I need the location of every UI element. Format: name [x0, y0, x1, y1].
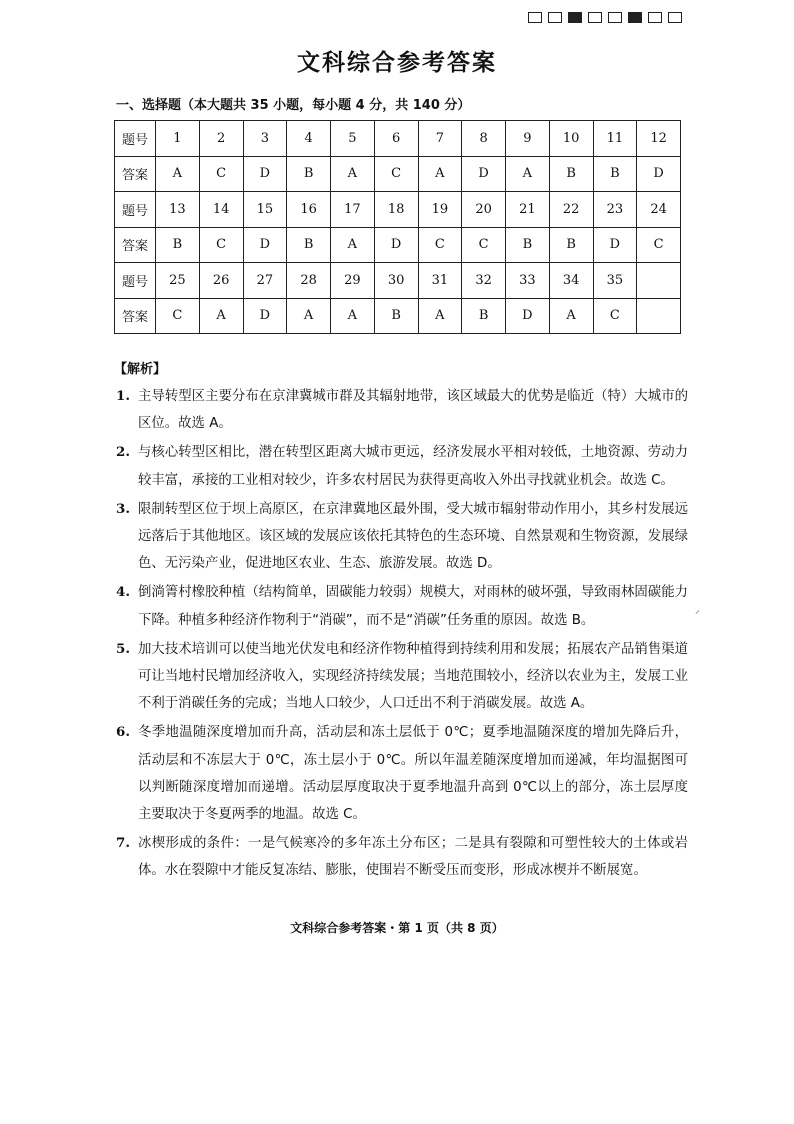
answer-cell: C: [418, 227, 462, 263]
question-number-cell: 29: [331, 263, 375, 299]
answer-cell: D: [462, 156, 506, 192]
page-corner-marks: [528, 12, 682, 23]
answer-cell: D: [243, 156, 287, 192]
margin-mark: ⸝: [695, 605, 700, 616]
analysis-item-number: 4.: [116, 584, 130, 601]
corner-mark-box: [528, 12, 542, 23]
corner-mark-box: [648, 12, 662, 23]
question-number-cell: 9: [506, 121, 550, 157]
question-number-cell: 12: [637, 121, 681, 157]
answer-cell: A: [331, 227, 375, 263]
answer-cell: A: [199, 298, 243, 334]
answer-cell: C: [462, 227, 506, 263]
corner-mark-box: [628, 12, 642, 23]
answer-cell: C: [156, 298, 200, 334]
question-number-cell: 34: [549, 263, 593, 299]
answer-cell: B: [287, 227, 331, 263]
question-number-cell: 35: [593, 263, 637, 299]
question-number-cell: 27: [243, 263, 287, 299]
analysis-item-number: 2.: [116, 444, 130, 461]
answer-cell: A: [331, 156, 375, 192]
row-label: 题号: [115, 121, 156, 157]
table-row: [115, 298, 681, 334]
question-number-cell: 11: [593, 121, 637, 157]
question-number-cell: 24: [637, 192, 681, 228]
question-number-cell: 15: [243, 192, 287, 228]
answer-cell: C: [637, 227, 681, 263]
question-number-cell: 16: [287, 192, 331, 228]
question-number-cell: 33: [506, 263, 550, 299]
answer-cell: D: [374, 227, 418, 263]
section-heading: 一、选择题（本大题共 35 小题，每小题 4 分，共 140 分）: [116, 98, 471, 113]
answer-cell: [637, 298, 681, 334]
answer-cell: D: [243, 298, 287, 334]
question-number-cell: 10: [549, 121, 593, 157]
answer-cell: B: [549, 227, 593, 263]
question-number-cell: 26: [199, 263, 243, 299]
answer-cell: A: [156, 156, 200, 192]
analysis-item: [116, 830, 688, 884]
table-row: [115, 227, 681, 263]
question-number-cell: 32: [462, 263, 506, 299]
answer-cell: B: [287, 156, 331, 192]
answer-cell: C: [199, 156, 243, 192]
row-label: 答案: [115, 227, 156, 263]
answer-cell: A: [418, 156, 462, 192]
table-row: [115, 121, 681, 157]
answer-cell: A: [506, 156, 550, 192]
table-row: [115, 263, 681, 299]
analysis-item-number: 7.: [116, 835, 130, 852]
analysis-item-number: 1.: [116, 388, 130, 404]
corner-mark-box: [608, 12, 622, 23]
corner-mark-box: [668, 12, 682, 23]
question-number-cell: 18: [374, 192, 418, 228]
answer-cell: A: [287, 298, 331, 334]
analysis-item-text: 限制转型区位于坝上高原区，在京津冀地区最外围，受大城市辐射带动作用小，其乡村发展远远落后于其他地区。该区域的发展应该依托其特色的生态环境、自然景观和生物资源，发展绿色、无污染产业，促进地区农业、生态、旅游发展。故选 D。: [138, 501, 688, 572]
answer-cell: B: [462, 298, 506, 334]
answer-table: [114, 120, 681, 334]
answer-cell: A: [418, 298, 462, 334]
question-number-cell: 7: [418, 121, 462, 157]
question-number-cell: 25: [156, 263, 200, 299]
analysis-item-text: 倒淌箐村橡胶种植（结构简单，固碳能力较弱）规模大，对雨林的破坏强，导致雨林固碳能力下降。种植多种经济作物利于“消碳”，而不是“消碳”任务重的原因。故选 B。: [138, 585, 688, 628]
answer-cell: B: [506, 227, 550, 263]
question-number-cell: [637, 263, 681, 299]
analysis-item-text: 冬季地温随深度增加而升高，活动层和冻土层低于 0℃；夏季地温随深度的增加先降后升，活动层和不冻层大于 0℃，冻土层小于 0℃。所以年温差随深度增加而递减，年均温据图可以判断随深度增加而递增。活动层厚度取决于夏季地温升高到 0℃以上的部分，冻土层厚度主要取决于冬夏两季的地温。故选 C。: [138, 725, 688, 823]
question-number-cell: 19: [418, 192, 462, 228]
row-label: 答案: [115, 156, 156, 192]
analysis-item-number: 3.: [116, 500, 130, 517]
question-number-cell: 23: [593, 192, 637, 228]
analysis-item: [116, 636, 688, 718]
question-number-cell: 2: [199, 121, 243, 157]
question-number-cell: 3: [243, 121, 287, 157]
question-number-cell: 31: [418, 263, 462, 299]
question-number-cell: 30: [374, 263, 418, 299]
analysis-item-number: 5.: [116, 640, 130, 657]
page-footer: 文科综合参考答案・第 1 页（共 8 页）: [290, 921, 504, 935]
table-row: [115, 156, 681, 192]
analysis-list: [116, 383, 688, 887]
answer-cell: B: [374, 298, 418, 334]
answer-cell: B: [549, 156, 593, 192]
answer-cell: A: [331, 298, 375, 334]
corner-mark-box: [548, 12, 562, 23]
question-number-cell: 22: [549, 192, 593, 228]
analysis-item: [116, 383, 688, 437]
corner-mark-box: [568, 12, 582, 23]
analysis-item-text: 冰楔形成的条件：一是气候寒冷的多年冻土分布区；二是具有裂隙和可塑性较大的土体或岩体。水在裂隙中才能反复冻结、膨胀，使围岩不断受压而变形，形成冰楔并不断展宽。: [138, 836, 688, 879]
question-number-cell: 17: [331, 192, 375, 228]
question-number-cell: 13: [156, 192, 200, 228]
row-label: 题号: [115, 263, 156, 299]
document-title: 文科综合参考答案: [297, 50, 497, 76]
answer-cell: D: [637, 156, 681, 192]
question-number-cell: 20: [462, 192, 506, 228]
question-number-cell: 6: [374, 121, 418, 157]
analysis-item: [116, 439, 688, 493]
answer-cell: D: [243, 227, 287, 263]
analysis-item-text: 主导转型区主要分布在京津冀城市群及其辐射地带，该区域最大的优势是临近（特）大城市的区位。故选 A。: [138, 389, 688, 432]
answer-cell: B: [593, 156, 637, 192]
answer-cell: B: [156, 227, 200, 263]
table-row: [115, 192, 681, 228]
analysis-item-number: 6.: [116, 724, 130, 741]
analysis-item-text: 与核心转型区相比，潜在转型区距离大城市更远，经济发展水平相对较低，土地资源、劳动力较丰富，承接的工业相对较少，许多农村居民为获得更高收入外出寻找就业机会。故选 C。: [138, 445, 688, 488]
answer-cell: C: [593, 298, 637, 334]
analysis-heading: 【解析】: [114, 362, 167, 377]
answer-cell: C: [199, 227, 243, 263]
answer-cell: D: [506, 298, 550, 334]
question-number-cell: 5: [331, 121, 375, 157]
row-label: 答案: [115, 298, 156, 334]
question-number-cell: 14: [199, 192, 243, 228]
question-number-cell: 4: [287, 121, 331, 157]
question-number-cell: 21: [506, 192, 550, 228]
analysis-item: [116, 496, 688, 578]
answer-cell: C: [374, 156, 418, 192]
question-number-cell: 8: [462, 121, 506, 157]
question-number-cell: 28: [287, 263, 331, 299]
answer-cell: D: [593, 227, 637, 263]
row-label: 题号: [115, 192, 156, 228]
question-number-cell: 1: [156, 121, 200, 157]
analysis-item: [116, 719, 688, 828]
answer-cell: A: [549, 298, 593, 334]
analysis-item-text: 加大技术培训可以使当地光伏发电和经济作物种植得到持续利用和发展；拓展农产品销售渠道可让当地村民增加经济收入，实现经济持续发展；当地范围较小，经济以农业为主，发展工业不利于消碳任务的完成；当地人口较少，人口迁出不利于消碳发展。故选 A。: [138, 641, 688, 712]
analysis-item: [116, 579, 688, 633]
corner-mark-box: [588, 12, 602, 23]
